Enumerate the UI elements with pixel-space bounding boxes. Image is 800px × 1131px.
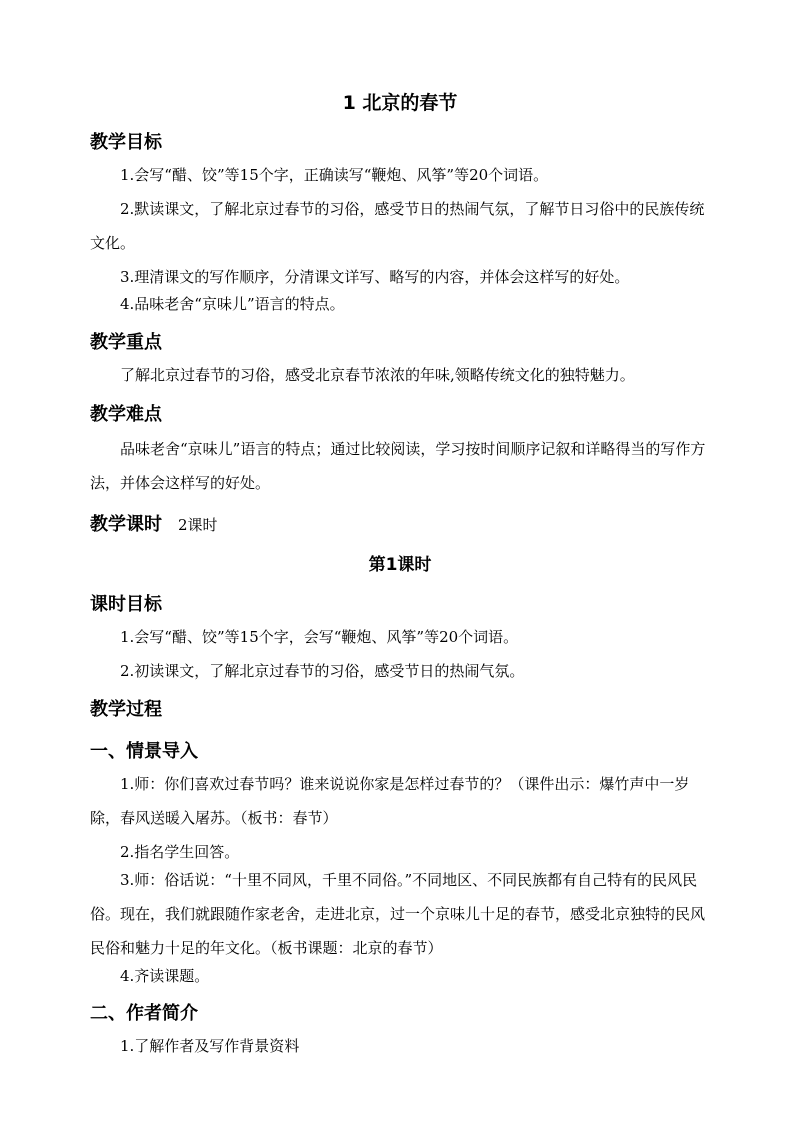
difficult-points-heading: 教学难点: [90, 404, 162, 425]
teaching-hours: [90, 510, 218, 536]
teaching-hours-heading: 教学课时: [90, 514, 162, 535]
lesson-title: 第1课时: [368, 555, 432, 575]
goal-item: 4.品味老舍“京味儿”语言的特点。: [120, 295, 345, 313]
lesson-goals-heading: 课时目标: [90, 594, 162, 615]
section1-heading: 一、情景导入: [90, 741, 198, 762]
section1-item: 4.齐读课题。: [120, 967, 210, 985]
section1-item: 3.师：俗话说：“十里不同风，千里不同俗。”不同地区、不同民族都有自己特有的民风民俗。现在，我们就跟随作家老舍，走进北京，过一个京味儿十足的春节，感受北京独特的民风民俗和魅力十足的年文化。（板书课题：北京的春节）: [90, 871, 706, 957]
section2-item: 1.了解作者及写作背景资料: [120, 1037, 300, 1055]
goal-item: 1.会写“醋、饺”等15个字，正确读写“鞭炮、风筝”等20个词语。: [120, 166, 549, 184]
section2-heading: 二、作者简介: [90, 1003, 198, 1024]
key-points-heading: 教学重点: [90, 332, 162, 353]
section1-item: 2.指名学生回答。: [120, 843, 240, 861]
teaching-hours-value: 2课时: [178, 516, 218, 534]
process-heading: 教学过程: [90, 699, 162, 720]
document-title: 1 北京的春节: [342, 92, 458, 114]
difficult-points-text: 品味老舍“京味儿”语言的特点；通过比较阅读，学习按时间顺序记叙和详略得当的写作方法，并体会这样写的好处。: [90, 440, 706, 492]
section1-item: 1.师：你们喜欢过春节吗？谁来说说你家是怎样过春节的？（课件出示：爆竹声中一岁除，春风送暖入屠苏。（板书：春节）: [90, 775, 690, 827]
key-points-text: 了解北京过春节的习俗，感受北京春节浓浓的年味,领略传统文化的独特魅力。: [120, 366, 635, 384]
goals-heading: 教学目标: [90, 132, 162, 153]
goal-item: 2.默读课文，了解北京过春节的习俗，感受节日的热闹气氛，了解节日习俗中的民族传统文化。: [90, 200, 705, 252]
lesson-goal-item: 1.会写“醋、饺”等15个字，会写“鞭炮、风筝”等20个词语。: [120, 628, 519, 646]
lesson-goal-item: 2.初读课文，了解北京过春节的习俗，感受节日的热闹气氛。: [120, 662, 525, 680]
goal-item: 3.理清课文的写作顺序，分清课文详写、略写的内容，并体会这样写的好处。: [120, 268, 630, 286]
